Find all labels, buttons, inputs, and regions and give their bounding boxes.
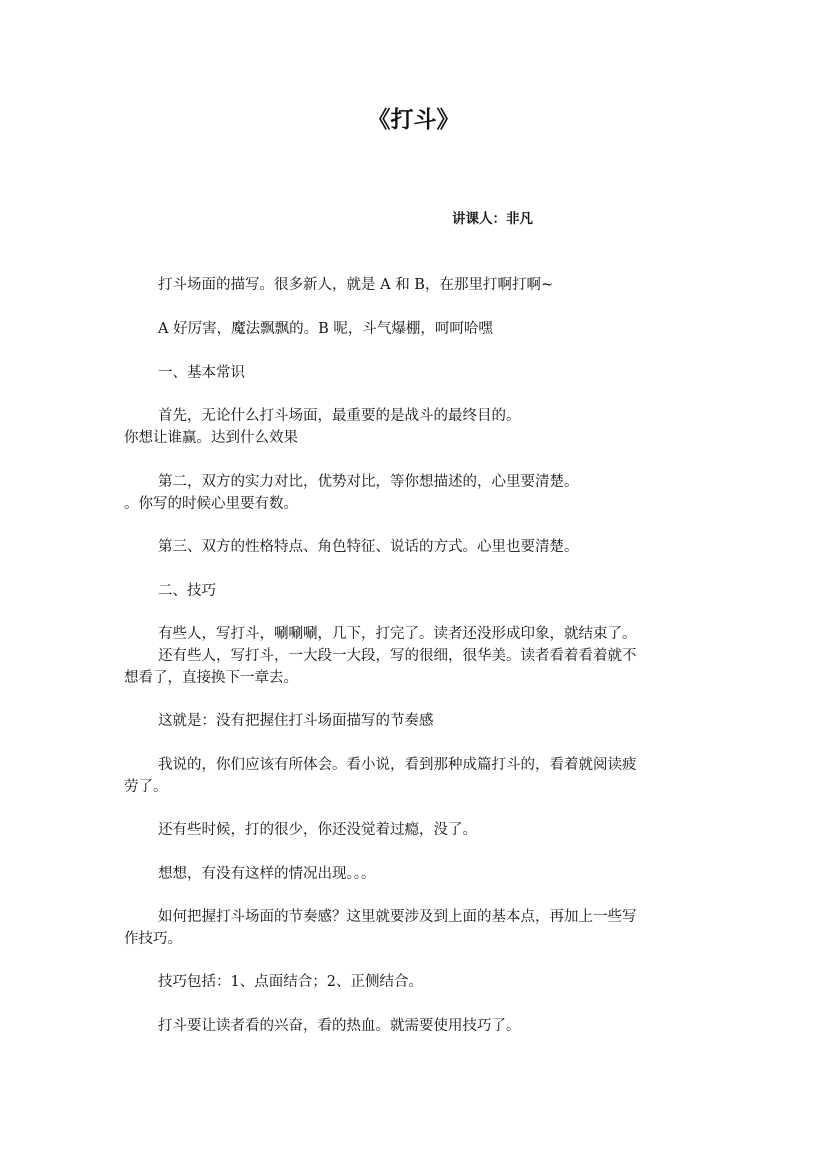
section-heading: 二、技巧 (158, 583, 216, 599)
paragraph-line: A 好厉害，魔法飘飘的。B 呢，斗气爆棚，呵呵哈嘿 (158, 321, 493, 337)
section-heading: 一、基本常识 (158, 365, 245, 381)
paragraph-line: 第二，双方的实力对比，优势对比，等你想描述的，心里要清楚。 (158, 474, 579, 490)
paragraph-line: 第三、双方的性格特点、角色特征、说话的方式。心里也要清楚。 (158, 539, 579, 555)
paragraph-line: 我说的，你们应该有所体会。看小说，看到那种成篇打斗的，看着就阅读疲 (158, 757, 637, 773)
paragraph-line: 这就是：没有把握住打斗场面描写的节奏感 (158, 713, 434, 729)
paragraph-line: 打斗场面的描写。很多新人，就是 A 和 B，在那里打啊打啊~ (158, 277, 554, 293)
paragraph-line: 首先，无论什么打斗场面，最重要的是战斗的最终目的。 (158, 408, 521, 424)
paragraph-line: 。你写的时候心里要有数。 (124, 496, 298, 512)
paragraph-line: 还有些人，写打斗，一大段一大段，写的很细，很华美。读者看着看着就不 (158, 648, 637, 664)
paragraph-line: 打斗要让读者看的兴奋，看的热血。就需要使用技巧了。 (158, 1018, 521, 1034)
paragraph-line: 技巧包括：1、点面结合；2、正侧结合。 (158, 974, 423, 990)
paragraph-line: 如何把握打斗场面的节奏感？这里就要涉及到上面的基本点，再加上一些写 (158, 909, 637, 925)
paragraph-line: 有些人，写打斗，唰唰唰，几下，打完了。读者还没形成印象，就结束了。 (158, 626, 637, 642)
paragraph-line: 想想，有没有这样的情况出现。。。 (158, 866, 376, 882)
paragraph-line: 作技巧。 (124, 931, 182, 947)
author-line: 讲课人：非凡 (452, 211, 533, 227)
document-title: 《打斗》 (367, 107, 460, 133)
paragraph-line: 想看了，直接换下一章去。 (124, 670, 298, 686)
paragraph-line: 你想让谁赢。达到什么效果 (124, 430, 298, 446)
paragraph-line: 还有些时候，打的很少，你还没觉着过瘾，没了。 (158, 822, 477, 838)
paragraph-line: 劳了。 (124, 779, 168, 795)
